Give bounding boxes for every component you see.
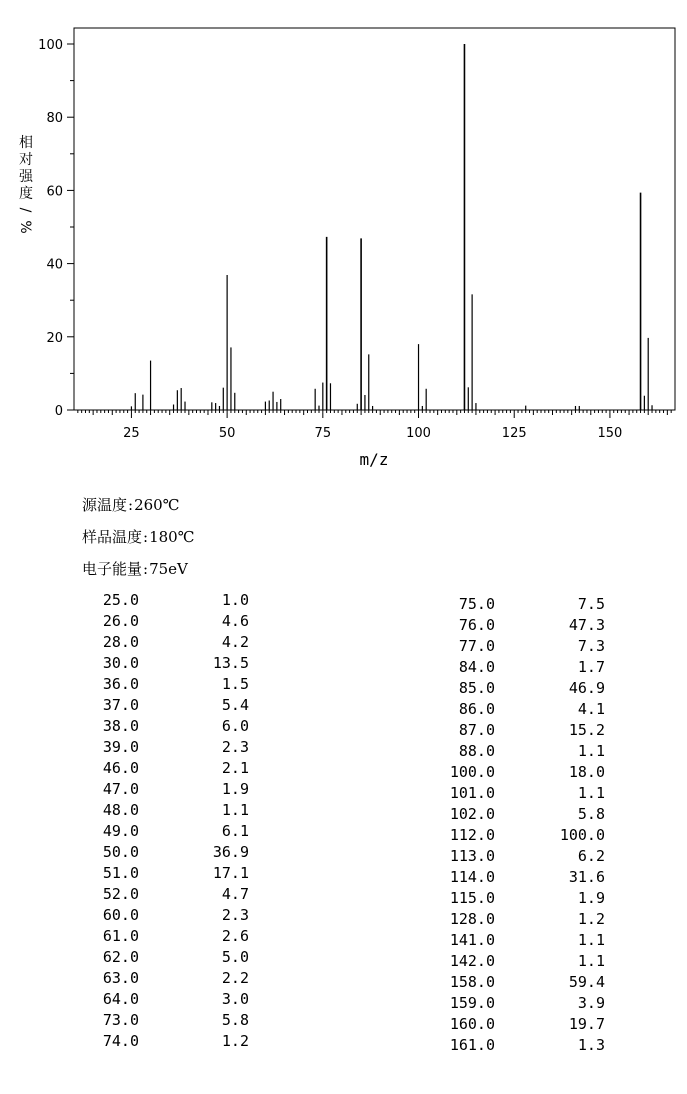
mz-value: 63.0 (102, 969, 139, 987)
abundance-value: 1.1 (221, 801, 249, 819)
y-tick-label: 0 (54, 404, 63, 419)
abundance-value: 5.8 (577, 805, 605, 823)
mass-spectrum-chart (0, 0, 687, 480)
table-row (75, 737, 249, 758)
y-axis-label-char: 对 (19, 152, 33, 168)
mz-value: 87.0 (458, 721, 495, 739)
y-axis-label-char: 度 (19, 186, 33, 202)
mz-value: 74.0 (102, 1032, 139, 1050)
table-row (431, 657, 605, 678)
table-row (431, 1014, 605, 1035)
abundance-value: 5.4 (221, 696, 249, 714)
abundance-value: 1.9 (221, 780, 249, 798)
x-tick-label: 150 (597, 426, 623, 441)
source-temperature-value: 260℃ (134, 496, 180, 514)
y-axis-label-char: 强 (19, 169, 33, 185)
abundance-value: 1.1 (577, 784, 605, 802)
abundance-value: 31.6 (568, 868, 605, 886)
table-row (75, 842, 249, 863)
abundance-value: 46.9 (568, 679, 605, 697)
mz-value: 64.0 (102, 990, 139, 1008)
table-row (75, 821, 249, 842)
abundance-value: 6.2 (577, 847, 605, 865)
abundance-value: 4.7 (221, 885, 249, 903)
table-row (431, 867, 605, 888)
mz-value: 160.0 (449, 1015, 495, 1033)
mz-value: 112.0 (449, 826, 495, 844)
mz-value: 77.0 (458, 637, 495, 655)
table-row (431, 804, 605, 825)
abundance-value: 4.2 (221, 633, 249, 651)
table-row (431, 678, 605, 699)
table-row (431, 720, 605, 741)
mz-value: 62.0 (102, 948, 139, 966)
abundance-value: 1.5 (221, 675, 249, 693)
mz-value: 85.0 (458, 679, 495, 697)
table-row (75, 695, 249, 716)
table-row (75, 674, 249, 695)
mz-value: 46.0 (102, 759, 139, 777)
table-row (431, 1035, 605, 1056)
abundance-value: 1.1 (577, 931, 605, 949)
table-row (75, 1010, 249, 1031)
mz-value: 102.0 (449, 805, 495, 823)
table-row (75, 884, 249, 905)
table-row (431, 741, 605, 762)
abundance-value: 3.9 (577, 994, 605, 1012)
table-row (75, 758, 249, 779)
abundance-value: 3.0 (221, 990, 249, 1008)
source-temperature: 源温度:260℃ (82, 496, 180, 514)
mz-value: 75.0 (458, 595, 495, 613)
mz-value: 47.0 (102, 780, 139, 798)
mz-value: 25.0 (102, 591, 139, 609)
abundance-value: 13.5 (212, 654, 249, 672)
abundance-value: 47.3 (568, 616, 605, 634)
abundance-value: 4.1 (577, 700, 605, 718)
table-row (431, 993, 605, 1014)
table-row (431, 888, 605, 909)
table-row (431, 783, 605, 804)
mz-value: 50.0 (102, 843, 139, 861)
abundance-value: 7.5 (577, 595, 605, 613)
abundance-value: 4.6 (221, 612, 249, 630)
electron-energy-label: 电子能量 (82, 560, 143, 578)
table-row (75, 590, 249, 611)
abundance-value: 2.6 (221, 927, 249, 945)
table-row (431, 846, 605, 867)
abundance-value: 18.0 (568, 763, 605, 781)
mz-value: 49.0 (102, 822, 139, 840)
mz-value: 84.0 (458, 658, 495, 676)
table-row (75, 716, 249, 737)
mz-value: 101.0 (449, 784, 495, 802)
sample-temperature: 样品温度:180℃ (82, 528, 195, 546)
mz-value: 159.0 (449, 994, 495, 1012)
sample-temperature-label: 样品温度 (82, 528, 143, 546)
source-temperature-label: 源温度 (82, 496, 128, 514)
y-tick-label: 40 (46, 257, 63, 273)
mz-value: 61.0 (102, 927, 139, 945)
table-row (75, 611, 249, 632)
sample-temperature-value: 180℃ (149, 528, 195, 546)
mz-value: 38.0 (102, 717, 139, 735)
plot-frame (74, 28, 675, 410)
y-tick-label: 100 (38, 38, 63, 53)
table-row (431, 594, 605, 615)
table-row (431, 615, 605, 636)
x-axis-label: m/z (359, 450, 389, 469)
abundance-value: 6.0 (221, 717, 249, 735)
table-row (75, 947, 249, 968)
abundance-value: 2.3 (221, 738, 249, 756)
mz-value: 113.0 (449, 847, 495, 865)
table-row (75, 1031, 249, 1052)
abundance-value: 17.1 (212, 864, 249, 882)
abundance-value: 1.1 (577, 952, 605, 970)
table-row (431, 825, 605, 846)
mz-value: 86.0 (458, 700, 495, 718)
abundance-value: 1.9 (577, 889, 605, 907)
abundance-value: 15.2 (568, 721, 605, 739)
abundance-value: 1.2 (577, 910, 605, 928)
mz-value: 52.0 (102, 885, 139, 903)
table-row (75, 800, 249, 821)
mz-value: 161.0 (449, 1036, 495, 1054)
x-tick-label: 75 (314, 426, 332, 441)
y-axis (38, 38, 74, 419)
abundance-value: 1.0 (221, 591, 249, 609)
mz-value: 28.0 (102, 633, 139, 651)
abundance-value: 1.1 (577, 742, 605, 760)
abundance-value: 100.0 (559, 826, 605, 844)
mz-value: 39.0 (102, 738, 139, 756)
table-row (431, 930, 605, 951)
x-axis (78, 410, 671, 441)
mz-value: 128.0 (449, 910, 495, 928)
y-tick-label: 60 (46, 184, 63, 200)
electron-energy: 电子能量:75eV (82, 560, 188, 578)
abundance-value: 5.8 (221, 1011, 249, 1029)
table-row (75, 989, 249, 1010)
table-row (75, 779, 249, 800)
mz-value: 115.0 (449, 889, 495, 907)
table-row (431, 972, 605, 993)
y-axis-label-char: / (17, 207, 33, 213)
x-tick-label: 125 (501, 426, 527, 441)
table-row (75, 968, 249, 989)
mz-value: 26.0 (102, 612, 139, 630)
peak-bars (131, 44, 652, 410)
abundance-value: 2.1 (221, 759, 249, 777)
abundance-value: 6.1 (221, 822, 249, 840)
abundance-value: 1.3 (577, 1036, 605, 1054)
x-tick-label: 100 (406, 426, 431, 441)
x-tick-label: 50 (218, 426, 236, 441)
abundance-value: 2.2 (221, 969, 249, 987)
abundance-value: 7.3 (577, 637, 605, 655)
abundance-value: 59.4 (568, 973, 605, 991)
table-row (75, 863, 249, 884)
abundance-value: 19.7 (568, 1015, 605, 1033)
y-axis-label-char: % (17, 220, 33, 234)
mz-value: 88.0 (458, 742, 495, 760)
mz-value: 48.0 (102, 801, 139, 819)
mz-value: 37.0 (102, 696, 139, 714)
x-tick-label: 25 (123, 426, 140, 441)
mz-value: 76.0 (458, 616, 495, 634)
table-row (75, 926, 249, 947)
electron-energy-value: 75eV (149, 560, 188, 578)
y-axis-label-char: 相 (19, 135, 33, 151)
mz-value: 141.0 (449, 931, 495, 949)
abundance-value: 5.0 (221, 948, 249, 966)
mz-value: 51.0 (102, 864, 139, 882)
mz-value: 36.0 (102, 675, 139, 693)
mz-value: 142.0 (449, 952, 495, 970)
y-axis-label (17, 134, 34, 234)
table-row (75, 632, 249, 653)
table-row (75, 653, 249, 674)
mz-value: 158.0 (449, 973, 495, 991)
table-row (431, 909, 605, 930)
mz-value: 73.0 (102, 1011, 139, 1029)
mz-value: 30.0 (102, 654, 139, 672)
abundance-value: 1.7 (577, 658, 605, 676)
abundance-value: 2.3 (221, 906, 249, 924)
abundance-value: 36.9 (212, 843, 249, 861)
mz-value: 114.0 (449, 868, 495, 886)
peak-table-left (75, 590, 249, 1052)
y-tick-label: 80 (46, 111, 63, 127)
abundance-value: 1.2 (221, 1032, 249, 1050)
table-row (431, 951, 605, 972)
table-row (431, 636, 605, 657)
y-tick-label: 20 (46, 330, 63, 346)
mz-value: 100.0 (449, 763, 495, 781)
peak-table-right (431, 594, 605, 1056)
table-row (75, 905, 249, 926)
mz-value: 60.0 (102, 906, 139, 924)
table-row (431, 699, 605, 720)
table-row (431, 762, 605, 783)
